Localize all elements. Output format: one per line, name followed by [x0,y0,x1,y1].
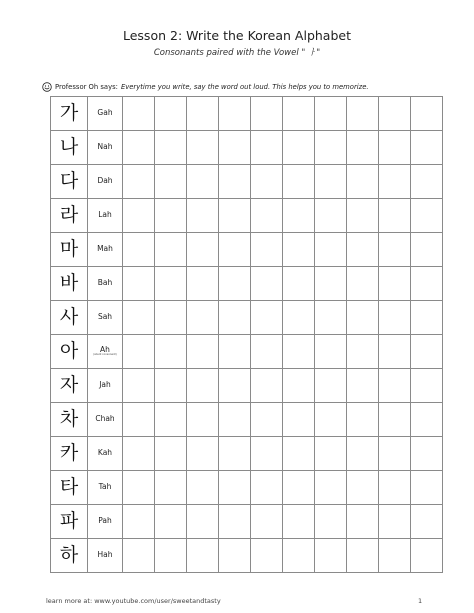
hangul-character: 나 [59,136,79,158]
romanization-label: Sah [97,312,113,322]
practice-box [411,403,443,437]
hangul-character: 타 [59,476,79,498]
hangul-character: 마 [59,238,79,260]
practice-box [155,97,187,131]
grid-row [51,335,443,369]
practice-box [315,437,347,471]
practice-box [315,165,347,199]
practice-box [347,267,379,301]
practice-box [315,539,347,573]
practice-box [411,233,443,267]
hangul-character: 다 [59,170,79,192]
practice-box [411,335,443,369]
smiley-face-icon [42,82,52,92]
hangul-cell [51,267,88,301]
grid-row [51,539,443,573]
hangul-character: 사 [59,306,79,328]
practice-box [251,335,283,369]
hangul-character: 아 [59,340,79,362]
practice-box [187,199,219,233]
hangul-cell [51,301,88,335]
hangul-character: 가 [59,102,79,124]
practice-box [155,131,187,165]
practice-box [283,199,315,233]
hangul-cell [51,199,88,233]
romanization-label: Hah [97,550,113,560]
hangul-cell [51,505,88,539]
practice-box [379,199,411,233]
practice-box [251,471,283,505]
practice-box [411,267,443,301]
hangul-cell [51,165,88,199]
practice-box [411,471,443,505]
romanization-cell [88,369,123,403]
practice-box [283,267,315,301]
practice-box [347,301,379,335]
practice-box [123,131,155,165]
practice-box [123,97,155,131]
grid-row [51,437,443,471]
hangul-cell [51,369,88,403]
practice-box [219,165,251,199]
practice-box [283,539,315,573]
practice-box [379,267,411,301]
practice-box [219,199,251,233]
practice-box [251,437,283,471]
romanization-label: Chah [95,414,115,424]
practice-box [411,505,443,539]
practice-box [219,233,251,267]
practice-box [155,199,187,233]
grid-row [51,131,443,165]
romanization-cell [88,335,123,369]
grid-row [51,267,443,301]
practice-box [123,267,155,301]
hangul-character: 자 [59,374,79,396]
practice-box [251,267,283,301]
hangul-cell [51,471,88,505]
hangul-character: 라 [59,204,79,226]
practice-box [251,301,283,335]
footer-link-text: learn more at: www.youtube.com/user/sweetandtasty [46,597,221,605]
practice-box [347,199,379,233]
practice-box [187,301,219,335]
practice-box [251,199,283,233]
practice-box [347,165,379,199]
practice-box [251,165,283,199]
practice-box [123,369,155,403]
practice-box [283,301,315,335]
tip-speaker: Professor Oh says: [55,83,118,91]
practice-box [283,165,315,199]
practice-grid [50,96,443,573]
hangul-cell [51,97,88,131]
romanization-cell [88,505,123,539]
practice-box [155,165,187,199]
practice-box [379,131,411,165]
practice-box [315,369,347,403]
romanization-label: Bah [97,278,113,288]
practice-box [187,233,219,267]
practice-box [219,335,251,369]
practice-box [411,539,443,573]
practice-box [347,471,379,505]
romanization-label: Kah [97,448,113,458]
practice-box [123,233,155,267]
practice-box [283,369,315,403]
romanization-cell [88,97,123,131]
practice-box [411,301,443,335]
hangul-cell [51,233,88,267]
practice-box [155,335,187,369]
practice-box [315,403,347,437]
practice-box [219,539,251,573]
romanization-label: Ah [100,345,110,355]
practice-box [347,403,379,437]
practice-box [379,369,411,403]
practice-box [219,437,251,471]
practice-box [315,131,347,165]
professor-tip [42,82,442,92]
romanization-label: Tah [98,482,112,492]
practice-box [379,301,411,335]
romanization-cell [88,199,123,233]
romanization-cell [88,301,123,335]
practice-box [219,97,251,131]
practice-box [347,437,379,471]
practice-box [187,471,219,505]
practice-box [315,335,347,369]
practice-box [379,539,411,573]
romanization-label: Mah [97,244,113,254]
practice-box [283,131,315,165]
grid-row [51,199,443,233]
practice-box [251,539,283,573]
practice-box [187,403,219,437]
practice-box [347,233,379,267]
hangul-character: 하 [59,544,79,566]
romanization-cell [88,471,123,505]
romanization-cell [88,233,123,267]
practice-box [379,165,411,199]
romanization-label: Pah [98,516,112,526]
practice-box [187,131,219,165]
practice-box [379,505,411,539]
practice-box [283,97,315,131]
hangul-character: 바 [59,272,79,294]
practice-box [251,505,283,539]
romanization-note: (silent consonant) [93,353,117,357]
practice-box [315,267,347,301]
hangul-cell [51,335,88,369]
hangul-character: 카 [59,442,79,464]
practice-box [219,369,251,403]
practice-box [347,335,379,369]
practice-box [379,97,411,131]
practice-box [283,471,315,505]
page-subtitle: Consonants paired with the Vowel " ㅏ" [153,48,321,58]
hangul-cell [51,539,88,573]
practice-box [219,403,251,437]
practice-box [155,301,187,335]
practice-box [187,335,219,369]
practice-box [283,335,315,369]
practice-box [187,505,219,539]
romanization-label: Gah [97,108,113,118]
practice-box [187,369,219,403]
practice-box [283,403,315,437]
practice-box [187,97,219,131]
practice-box [411,199,443,233]
practice-box [251,131,283,165]
practice-box [187,437,219,471]
practice-box [123,165,155,199]
practice-box [187,539,219,573]
grid-row [51,165,443,199]
practice-box [155,471,187,505]
romanization-label: Lah [98,210,112,220]
grid-row [51,403,443,437]
grid-row [51,369,443,403]
practice-box [315,505,347,539]
grid-row [51,301,443,335]
practice-box [123,403,155,437]
practice-box [379,403,411,437]
grid-row [51,471,443,505]
hangul-cell [51,403,88,437]
practice-box [219,131,251,165]
practice-box [155,505,187,539]
practice-box [315,199,347,233]
practice-box [187,267,219,301]
practice-box [347,97,379,131]
practice-box [315,301,347,335]
practice-box [283,233,315,267]
practice-box [187,165,219,199]
practice-box [123,301,155,335]
practice-box [347,539,379,573]
hangul-cell [51,131,88,165]
practice-box [283,505,315,539]
practice-box [347,131,379,165]
practice-box [251,369,283,403]
practice-box [123,539,155,573]
practice-box [411,437,443,471]
practice-box [379,437,411,471]
grid-row [51,233,443,267]
practice-box [315,97,347,131]
practice-box [155,267,187,301]
practice-box [283,437,315,471]
romanization-cell [88,165,123,199]
hangul-cell [51,437,88,471]
practice-box [155,539,187,573]
romanization-label: Dah [97,176,113,186]
practice-box [219,471,251,505]
practice-box [251,233,283,267]
practice-box [411,131,443,165]
practice-box [123,471,155,505]
practice-box [379,471,411,505]
practice-box [155,437,187,471]
practice-box [219,267,251,301]
grid-row [51,97,443,131]
practice-box [347,505,379,539]
romanization-cell [88,403,123,437]
romanization-cell [88,267,123,301]
practice-box [123,335,155,369]
romanization-label: Jah [99,380,111,390]
hangul-character: 파 [59,510,79,532]
practice-box [219,301,251,335]
page-number: 1 [418,597,423,605]
practice-box [219,505,251,539]
practice-box [155,403,187,437]
practice-box [155,233,187,267]
practice-box [123,505,155,539]
practice-box [315,233,347,267]
practice-box [123,437,155,471]
hangul-character: 차 [59,408,79,430]
practice-box [411,97,443,131]
romanization-cell [88,131,123,165]
tip-message: Everytime you write, say the word out loud. This helps you to memorize. [120,83,369,91]
practice-box [251,403,283,437]
practice-box [379,335,411,369]
practice-box [315,471,347,505]
practice-box [155,369,187,403]
romanization-cell [88,437,123,471]
practice-box [123,199,155,233]
grid-row [51,505,443,539]
practice-box [251,97,283,131]
romanization-cell [88,539,123,573]
practice-box [347,369,379,403]
practice-box [411,165,443,199]
practice-box [379,233,411,267]
romanization-label: Nah [97,142,113,152]
page-title: Lesson 2: Write the Korean Alphabet [122,28,351,43]
practice-box [411,369,443,403]
